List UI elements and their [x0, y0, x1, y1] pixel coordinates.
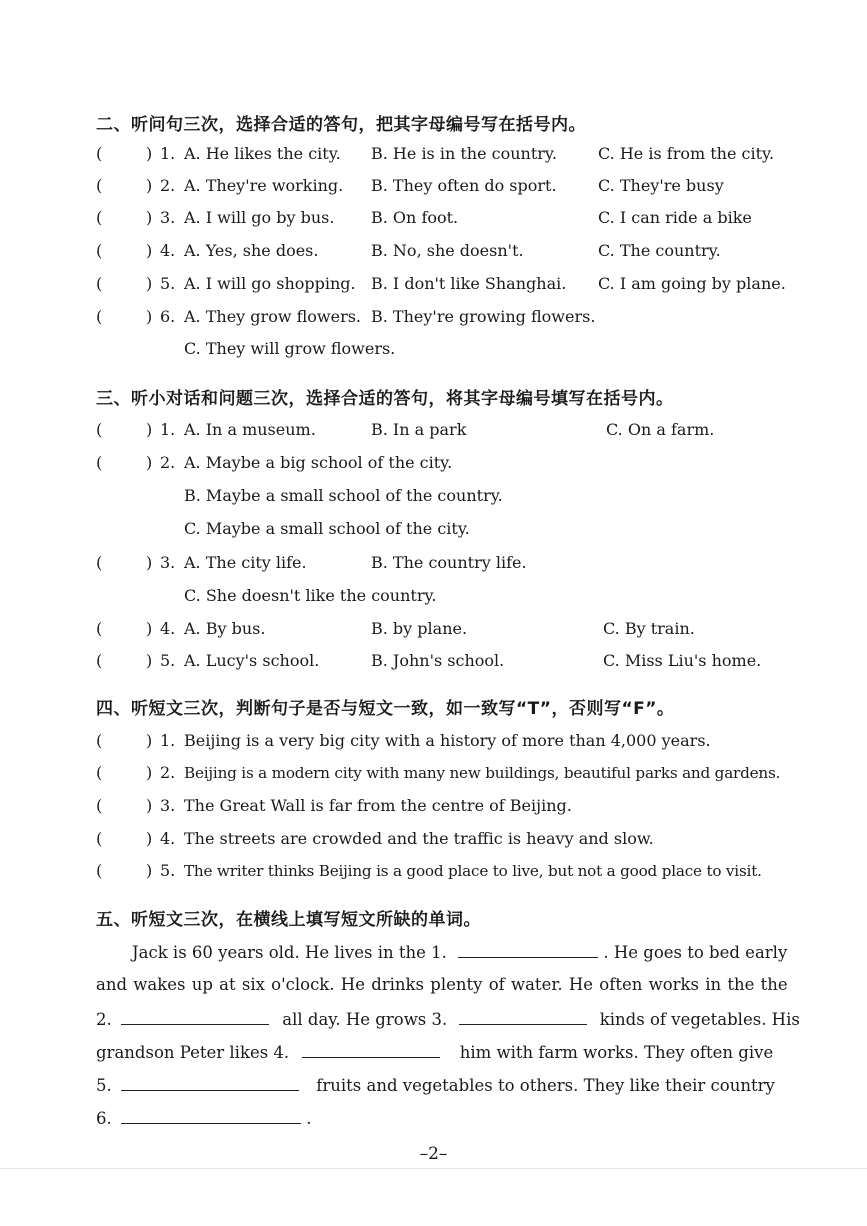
footer-divider [0, 1168, 867, 1169]
item-number: 5. [160, 651, 176, 670]
section3-item-1 [96, 415, 796, 445]
option-b: B. They often do sport. [371, 176, 557, 195]
section3-item-2-b [96, 481, 796, 511]
statement: The Great Wall is far from the centre of Beijing. [184, 796, 572, 815]
answer-paren-open[interactable]: ( [96, 144, 103, 163]
answer-paren-open[interactable]: ( [96, 861, 103, 880]
section3-item-2 [96, 448, 796, 478]
passage-text: kinds of vegetables. His [599, 1010, 800, 1029]
answer-paren-open[interactable]: ( [96, 553, 103, 572]
option-c: C. On a farm. [606, 420, 715, 439]
blank-2[interactable] [121, 1004, 269, 1025]
option-a: A. Yes, she does. [184, 241, 319, 260]
section2-item-6-cont [96, 334, 796, 364]
option-c: C. Maybe a small school of the city. [184, 519, 470, 538]
section3-item-2-c [96, 514, 796, 544]
passage-text: fruits and vegetables to others. They like their country [316, 1076, 775, 1095]
item-number: 1. [160, 144, 176, 163]
answer-paren-close: ) [146, 619, 153, 638]
answer-paren-open[interactable]: ( [96, 241, 103, 260]
answer-paren-open[interactable]: ( [96, 453, 103, 472]
passage-line-1 [132, 937, 787, 967]
answer-paren-close: ) [146, 144, 153, 163]
passage-text: grandson Peter likes 4. [96, 1043, 290, 1062]
blank-3[interactable] [459, 1004, 587, 1025]
option-c: C. She doesn't like the country. [184, 586, 437, 605]
item-number: 5. [160, 274, 176, 293]
item-number: 3. [160, 553, 176, 572]
answer-paren-close: ) [146, 176, 153, 195]
passage-line-3 [96, 1004, 800, 1034]
passage-text: and wakes up at six o'clock. He drinks plenty of water. He often works in the the [96, 975, 788, 994]
option-b: B. He is in the country. [371, 144, 557, 163]
statement: The streets are crowded and the traffic is heavy and slow. [184, 829, 654, 848]
answer-paren-close: ) [146, 553, 153, 572]
passage-line-2 [96, 970, 788, 1000]
section3-item-4 [96, 614, 796, 644]
blank-4[interactable] [302, 1037, 440, 1058]
item-number: 3. [160, 796, 176, 815]
item-number: 6. [160, 307, 176, 326]
section2-item-3 [96, 203, 796, 233]
option-b: B. They're growing flowers. [371, 307, 596, 326]
blank-6[interactable] [121, 1103, 301, 1124]
answer-paren-close: ) [146, 453, 153, 472]
option-a: A. I will go by bus. [184, 208, 335, 227]
answer-paren-open[interactable]: ( [96, 208, 103, 227]
passage-text: 2. [96, 1010, 112, 1029]
section3-title: 三、听小对话和问题三次，选择合适的答句，将其字母编号填写在括号内。 [96, 389, 674, 409]
passage-line-5 [96, 1070, 775, 1100]
passage-line-6 [96, 1103, 312, 1133]
answer-paren-close: ) [146, 731, 153, 750]
option-a: A. Maybe a big school of the city. [184, 453, 453, 472]
answer-paren-open[interactable]: ( [96, 796, 103, 815]
statement: Beijing is a modern city with many new buildings, beautiful parks and gardens. [184, 764, 781, 782]
answer-paren-close: ) [146, 829, 153, 848]
option-c: C. They will grow flowers. [184, 339, 396, 358]
answer-paren-open[interactable]: ( [96, 274, 103, 293]
section2-item-6 [96, 302, 796, 332]
answer-paren-open[interactable]: ( [96, 651, 103, 670]
option-b: B. Maybe a small school of the country. [184, 486, 503, 505]
section4-item-4 [96, 824, 796, 854]
passage-text: . [306, 1109, 312, 1128]
statement: Beijing is a very big city with a history of more than 4,000 years. [184, 731, 711, 750]
option-a: A. By bus. [184, 619, 266, 638]
answer-paren-close: ) [146, 651, 153, 670]
item-number: 4. [160, 829, 176, 848]
item-number: 2. [160, 763, 176, 782]
answer-paren-close: ) [146, 208, 153, 227]
answer-paren-open[interactable]: ( [96, 829, 103, 848]
passage-text: all day. He grows 3. [282, 1010, 448, 1029]
answer-paren-close: ) [146, 796, 153, 815]
option-c: C. Miss Liu's home. [603, 651, 762, 670]
answer-paren-close: ) [146, 763, 153, 782]
passage-text: 5. [96, 1076, 112, 1095]
blank-5[interactable] [121, 1070, 299, 1091]
answer-paren-open[interactable]: ( [96, 420, 103, 439]
section3-item-3-c [96, 581, 796, 611]
answer-paren-close: ) [146, 420, 153, 439]
option-b: B. I don't like Shanghai. [371, 274, 567, 293]
section4-item-2 [96, 758, 796, 788]
section2-title: 二、听问句三次，选择合适的答句，把其字母编号写在括号内。 [96, 115, 586, 135]
answer-paren-open[interactable]: ( [96, 763, 103, 782]
item-number: 1. [160, 731, 176, 750]
item-number: 5. [160, 861, 176, 880]
option-a: A. They're working. [184, 176, 344, 195]
section2-item-5 [96, 269, 796, 299]
section3-item-5 [96, 646, 796, 676]
option-c: C. I can ride a bike [598, 208, 752, 227]
answer-paren-close: ) [146, 861, 153, 880]
option-c: C. They're busy [598, 176, 724, 195]
option-a: A. The city life. [184, 553, 307, 572]
option-b: B. In a park [371, 420, 467, 439]
option-c: C. By train. [603, 619, 695, 638]
answer-paren-close: ) [146, 307, 153, 326]
section4-title: 四、听短文三次，判断句子是否与短文一致，如一致写“T”，否则写“F”。 [96, 699, 675, 719]
answer-paren-close: ) [146, 274, 153, 293]
item-number: 2. [160, 453, 176, 472]
option-a: A. He likes the city. [184, 144, 341, 163]
option-c: C. He is from the city. [598, 144, 775, 163]
passage-text: him with farm works. They often give [459, 1043, 774, 1062]
passage-line-4 [96, 1037, 773, 1067]
answer-paren-open[interactable]: ( [96, 307, 103, 326]
option-a: A. They grow flowers. [184, 307, 362, 326]
section2-item-4 [96, 236, 796, 266]
item-number: 4. [160, 241, 176, 260]
option-a: A. I will go shopping. [184, 274, 356, 293]
section4-item-5 [96, 856, 796, 886]
blank-1[interactable] [458, 937, 598, 958]
passage-text: . He goes to bed early [603, 943, 788, 962]
option-a: A. In a museum. [184, 420, 316, 439]
section5-title: 五、听短文三次，在横线上填写短文所缺的单词。 [96, 910, 481, 930]
option-b: B. by plane. [371, 619, 468, 638]
section4-item-1 [96, 726, 796, 756]
answer-paren-open[interactable]: ( [96, 619, 103, 638]
option-b: B. The country life. [371, 553, 527, 572]
option-b: B. No, she doesn't. [371, 241, 524, 260]
section3-item-3 [96, 548, 796, 578]
option-b: B. John's school. [371, 651, 505, 670]
answer-paren-open[interactable]: ( [96, 731, 103, 750]
option-c: C. The country. [598, 241, 721, 260]
section2-item-1 [96, 139, 796, 169]
answer-paren-open[interactable]: ( [96, 176, 103, 195]
statement: The writer thinks Beijing is a good place to live, but not a good place to visit. [184, 862, 762, 880]
item-number: 3. [160, 208, 176, 227]
section4-item-3 [96, 791, 796, 821]
option-b: B. On foot. [371, 208, 459, 227]
option-a: A. Lucy's school. [184, 651, 320, 670]
answer-paren-close: ) [146, 241, 153, 260]
section2-item-2 [96, 171, 796, 201]
item-number: 2. [160, 176, 176, 195]
item-number: 4. [160, 619, 176, 638]
page-number: –2– [419, 1144, 448, 1164]
passage-text: Jack is 60 years old. He lives in the 1. [132, 943, 447, 962]
passage-text: 6. [96, 1109, 112, 1128]
option-c: C. I am going by plane. [598, 274, 786, 293]
item-number: 1. [160, 420, 176, 439]
